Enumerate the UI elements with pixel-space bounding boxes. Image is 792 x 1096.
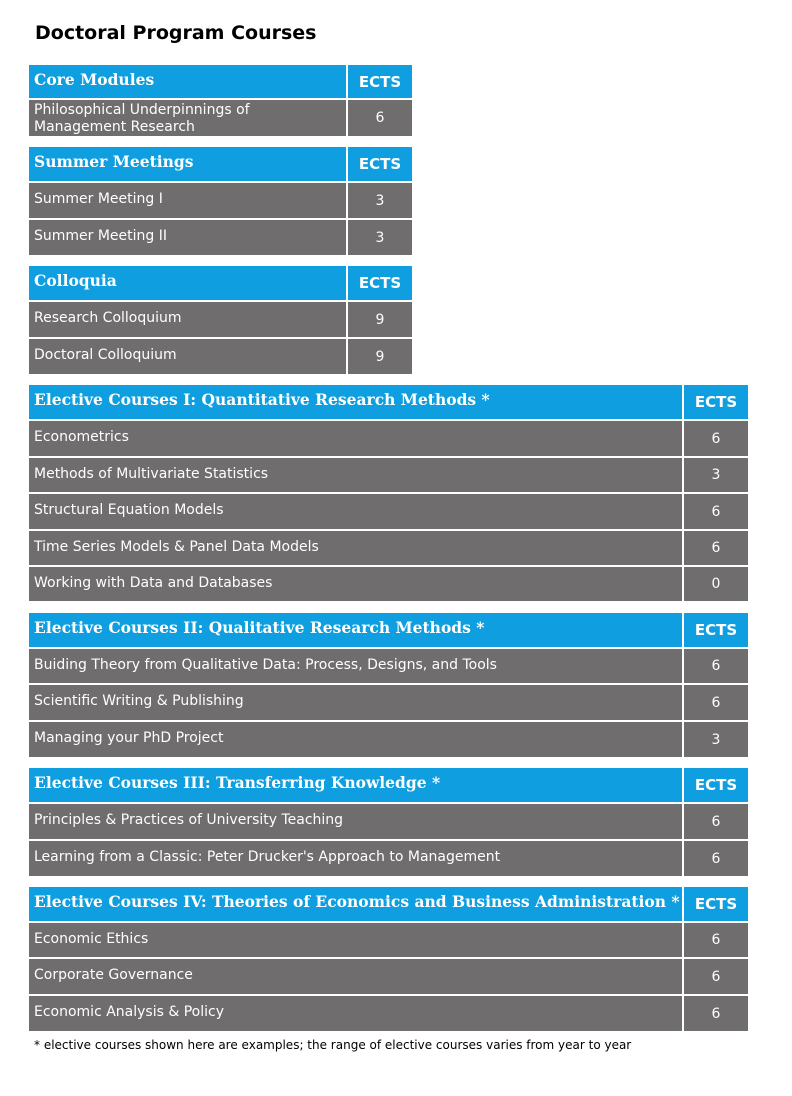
section-table-elective-i bbox=[29, 385, 748, 601]
table-row bbox=[29, 841, 748, 876]
table-row bbox=[29, 804, 748, 841]
course-ects: 3 bbox=[346, 183, 412, 220]
ects-column-header: ECTS bbox=[682, 385, 748, 421]
course-ects: 9 bbox=[346, 302, 412, 339]
course-ects: 6 bbox=[682, 685, 748, 722]
course-name: Principles & Practices of University Teaching bbox=[29, 804, 682, 841]
section-heading: Summer Meetings bbox=[29, 147, 346, 183]
course-ects: 9 bbox=[346, 339, 412, 374]
section-table-elective-iii bbox=[29, 768, 748, 876]
section-heading: Elective Courses I: Quantitative Research Methods * bbox=[29, 385, 682, 421]
course-ects: 3 bbox=[682, 722, 748, 757]
section-table-elective-ii bbox=[29, 613, 748, 757]
course-name: Summer Meeting I bbox=[29, 183, 346, 220]
table-row bbox=[29, 996, 748, 1031]
section-header bbox=[29, 613, 748, 649]
course-ects: 3 bbox=[682, 458, 748, 494]
course-name: Learning from a Classic: Peter Drucker's Approach to Management bbox=[29, 841, 682, 876]
course-name: Econometrics bbox=[29, 421, 682, 458]
course-name: Managing your PhD Project bbox=[29, 722, 682, 757]
course-name: Scientific Writing & Publishing bbox=[29, 685, 682, 722]
course-ects: 6 bbox=[682, 841, 748, 876]
section-heading: Elective Courses IV: Theories of Economics and Business Administration * bbox=[29, 887, 682, 923]
section-table-elective-iv bbox=[29, 887, 748, 1031]
course-name: Research Colloquium bbox=[29, 302, 346, 339]
section-heading: Colloquia bbox=[29, 266, 346, 302]
course-ects: 6 bbox=[682, 649, 748, 685]
course-ects: 3 bbox=[346, 220, 412, 255]
footnote: * elective courses shown here are examples; the range of elective courses varies from year to year bbox=[34, 1038, 632, 1052]
course-name: Methods of Multivariate Statistics bbox=[29, 458, 682, 494]
course-name: Working with Data and Databases bbox=[29, 567, 682, 601]
table-row bbox=[29, 220, 412, 255]
ects-column-header: ECTS bbox=[346, 65, 412, 100]
table-row bbox=[29, 100, 412, 136]
section-heading: Core Modules bbox=[29, 65, 346, 100]
section-header bbox=[29, 147, 412, 183]
table-row bbox=[29, 339, 412, 374]
section-table-colloquia bbox=[29, 266, 412, 374]
course-name: Economic Analysis & Policy bbox=[29, 996, 682, 1031]
course-name: Structural Equation Models bbox=[29, 494, 682, 531]
table-row bbox=[29, 959, 748, 996]
table-row bbox=[29, 649, 748, 685]
ects-column-header: ECTS bbox=[682, 613, 748, 649]
course-ects: 6 bbox=[682, 959, 748, 996]
section-heading: Elective Courses II: Qualitative Research Methods * bbox=[29, 613, 682, 649]
table-row bbox=[29, 923, 748, 959]
course-ects: 6 bbox=[682, 923, 748, 959]
table-row bbox=[29, 421, 748, 458]
section-header bbox=[29, 887, 748, 923]
course-ects: 6 bbox=[346, 100, 412, 136]
table-row bbox=[29, 685, 748, 722]
table-row bbox=[29, 458, 748, 494]
table-row bbox=[29, 302, 412, 339]
course-ects: 6 bbox=[682, 996, 748, 1031]
table-row bbox=[29, 722, 748, 757]
course-ects: 6 bbox=[682, 494, 748, 531]
course-ects: 0 bbox=[682, 567, 748, 601]
section-header bbox=[29, 65, 412, 100]
course-name: Philosophical Underpinnings of Management Research bbox=[29, 100, 346, 136]
course-name: Doctoral Colloquium bbox=[29, 339, 346, 374]
course-ects: 6 bbox=[682, 804, 748, 841]
course-name: Time Series Models & Panel Data Models bbox=[29, 531, 682, 567]
course-ects: 6 bbox=[682, 531, 748, 567]
course-name: Summer Meeting II bbox=[29, 220, 346, 255]
course-name: Corporate Governance bbox=[29, 959, 682, 996]
course-ects: 6 bbox=[682, 421, 748, 458]
course-name: Economic Ethics bbox=[29, 923, 682, 959]
section-header bbox=[29, 768, 748, 804]
section-heading: Elective Courses III: Transferring Knowledge * bbox=[29, 768, 682, 804]
ects-column-header: ECTS bbox=[682, 887, 748, 923]
ects-column-header: ECTS bbox=[346, 147, 412, 183]
table-row bbox=[29, 567, 748, 601]
page-title: Doctoral Program Courses bbox=[35, 22, 317, 44]
table-row bbox=[29, 494, 748, 531]
course-name: Buiding Theory from Qualitative Data: Process, Designs, and Tools bbox=[29, 649, 682, 685]
table-row bbox=[29, 183, 412, 220]
ects-column-header: ECTS bbox=[682, 768, 748, 804]
section-table-core-modules bbox=[29, 65, 412, 136]
section-header bbox=[29, 266, 412, 302]
table-row bbox=[29, 531, 748, 567]
section-table-summer-meetings bbox=[29, 147, 412, 255]
section-header bbox=[29, 385, 748, 421]
ects-column-header: ECTS bbox=[346, 266, 412, 302]
